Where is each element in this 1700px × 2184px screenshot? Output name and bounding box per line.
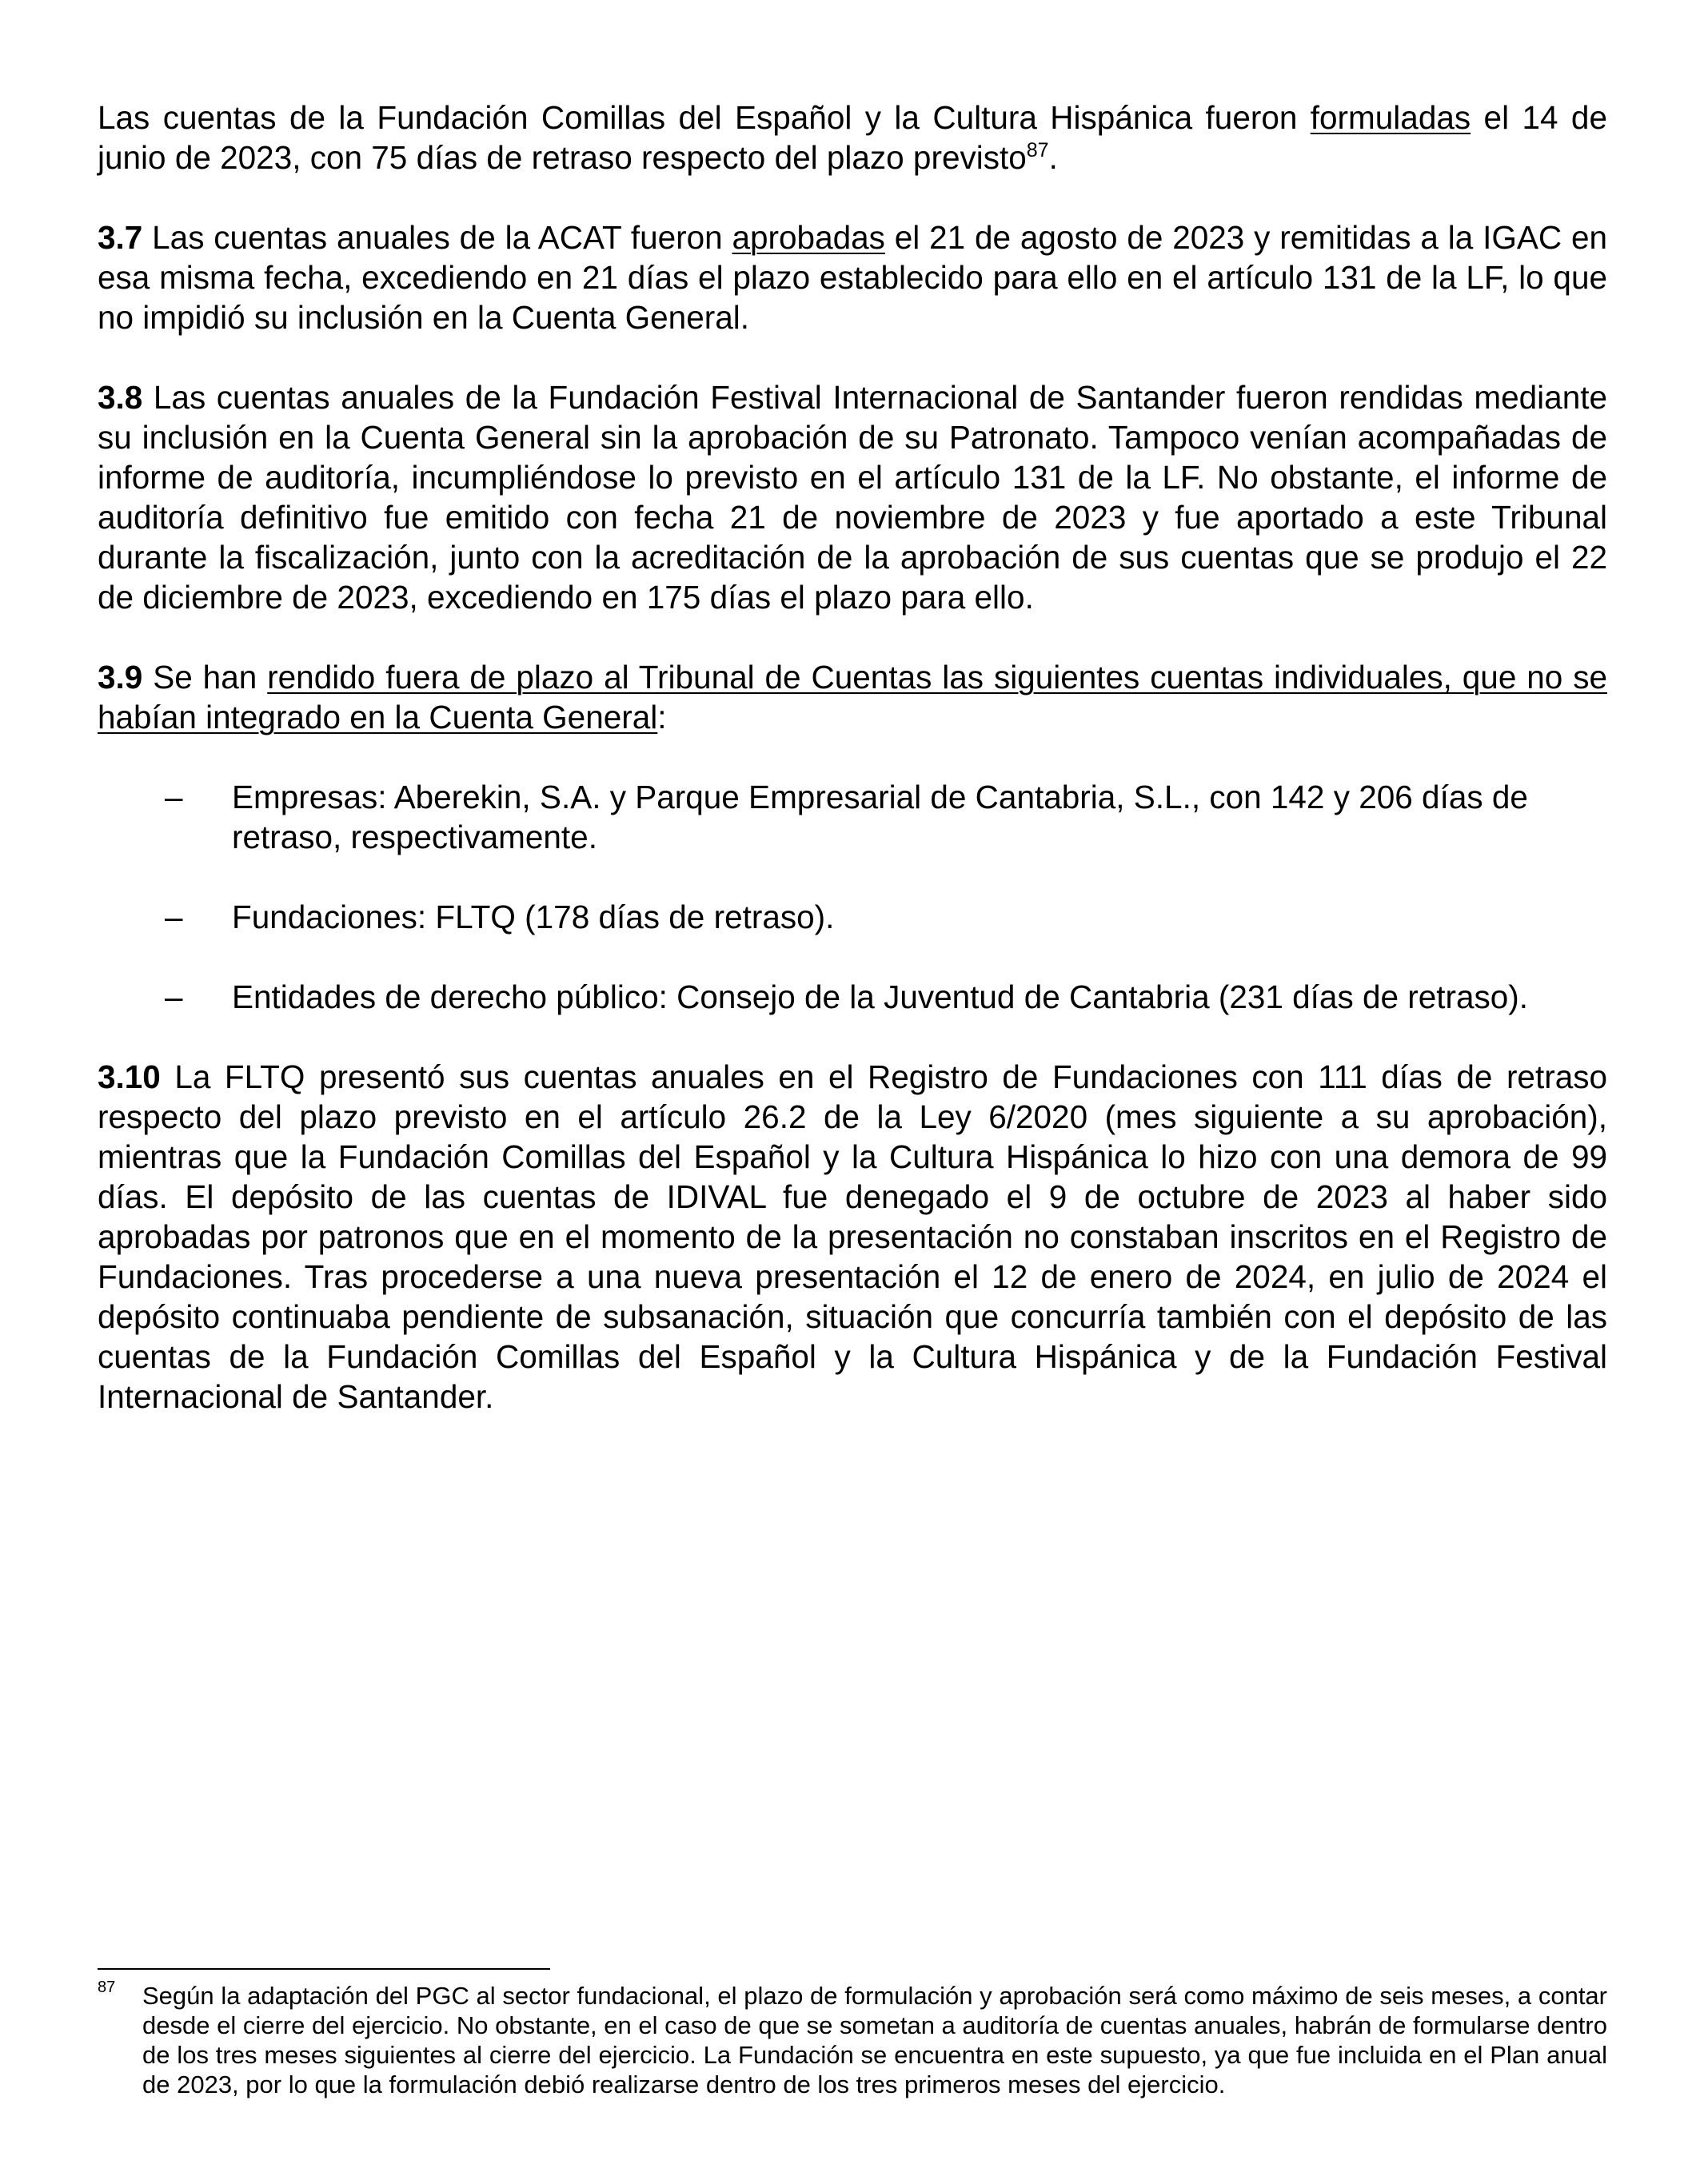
paragraph-3-9 [98, 657, 1607, 737]
footnote-number: 87 [98, 1979, 116, 1996]
list-item [98, 777, 1607, 857]
list-item-text: Empresas: Aberekin, S.A. y Parque Empresarial de Cantabria, S.L., con 142 y 206 días de retraso, respectivamente. [232, 779, 1528, 855]
body-text [98, 98, 1607, 1417]
dash-bullet: – [165, 978, 183, 1015]
text-run: el 21 de agosto de 2023 y remitidas a la IGAC en esa misma fecha, excediendo en 21 días el plazo establecido para ello en el artículo 131 de la LF, lo que no impidió su inclusión en la Cuenta General. [98, 219, 1607, 336]
section-number: 3.7 [98, 219, 143, 256]
text-run: Las cuentas anuales de la Fundación Festival Internacional de Santander fueron rendidas mediante su inclusión en la Cuenta General sin la aprobación de su Patronato. Tampoco venían acompañadas de informe de auditoría, incumpliéndose lo previsto en el artículo 131 de la LF. No obstante, el informe de auditoría definitivo fue emitido con fecha 21 de noviembre de 2023 y fue aportado a este Tribunal durante la fiscalización, junto con la acreditación de la aprobación de sus cuentas que se produjo el 22 de diciembre de 2023, excediendo en 175 días el plazo para ello. [98, 379, 1607, 616]
footnote-87 [98, 1981, 1607, 2099]
text-run: Se han [142, 659, 268, 695]
list-item-text: Entidades de derecho público: Consejo de la Juventud de Cantabria (231 días de retraso). [232, 978, 1529, 1015]
paragraph-3-8 [98, 377, 1607, 617]
dash-bullet: – [165, 779, 183, 815]
text-run: . [1048, 139, 1058, 176]
text-run: el 14 de junio de 2023, con 75 días de retraso respecto del plazo previsto [98, 99, 1607, 176]
underlined-term: rendido fuera de plazo al Tribunal de Cuentas las siguientes cuentas individuales, que no se habían integrado en la Cuenta General [98, 659, 1608, 735]
list-item-text: Fundaciones: FLTQ (178 días de retraso). [232, 899, 835, 935]
section-number: 3.9 [98, 659, 143, 695]
footnote-separator [98, 1968, 550, 1970]
section-number: 3.10 [98, 1058, 161, 1095]
text-run: La FLTQ presentó sus cuentas anuales en el Registro de Fundaciones con 111 días de retraso respecto del plazo previsto en el artículo 26.2 de la Ley 6/2020 (mes siguiente a su aprobación), mientras que la Fundación Comillas del Español y la Cultura Hispánica lo hizo con una demora de 99 días. El depósito de las cuentas de IDIVAL fue denegado el 9 de octubre de 2023 al haber sido aprobadas por patronos que en el momento de la presentación no constaban inscritos en el Registro de Fundaciones. Tras procederse a una nueva presentación el 12 de enero de 2024, en julio de 2024 el depósito continuaba pendiente de subsanación, situación que concurría también con el depósito de las cuentas de la Fundación Comillas del Español y la Cultura Hispánica y de la Fundación Festival Internacional de Santander. [98, 1058, 1607, 1415]
dash-list [98, 777, 1607, 1017]
paragraph-3-10 [98, 1057, 1607, 1417]
underlined-term: aprobadas [732, 219, 885, 256]
list-item [98, 977, 1607, 1017]
dash-bullet: – [165, 899, 183, 935]
footnote-reference[interactable]: 87 [1026, 139, 1049, 161]
text-run: Las cuentas de la Fundación Comillas del Español y la Cultura Hispánica fueron [98, 99, 1311, 136]
footnote-text: Según la adaptación del PGC al sector fundacional, el plazo de formulación y aprobación será como máximo de seis meses, a contar desde el cierre del ejercicio. No obstante, en el caso de que se sometan a auditoría de cuentas anuales, habrán de formularse dentro de los tres meses siguientes al cierre del ejercicio. La Fundación se encuentra en este supuesto, ya que fue incluida en el Plan anual de 2023, por lo que la formulación debió realizarse dentro de los tres primeros meses del ejercicio. [142, 1982, 1607, 2098]
list-item [98, 897, 1607, 937]
paragraph-3-7 [98, 217, 1607, 337]
section-number: 3.8 [98, 379, 143, 416]
text-run: Las cuentas anuales de la ACAT fueron [142, 219, 732, 256]
paragraph-intro [98, 98, 1607, 177]
text-run: : [657, 699, 667, 735]
underlined-term: formuladas [1310, 99, 1471, 136]
